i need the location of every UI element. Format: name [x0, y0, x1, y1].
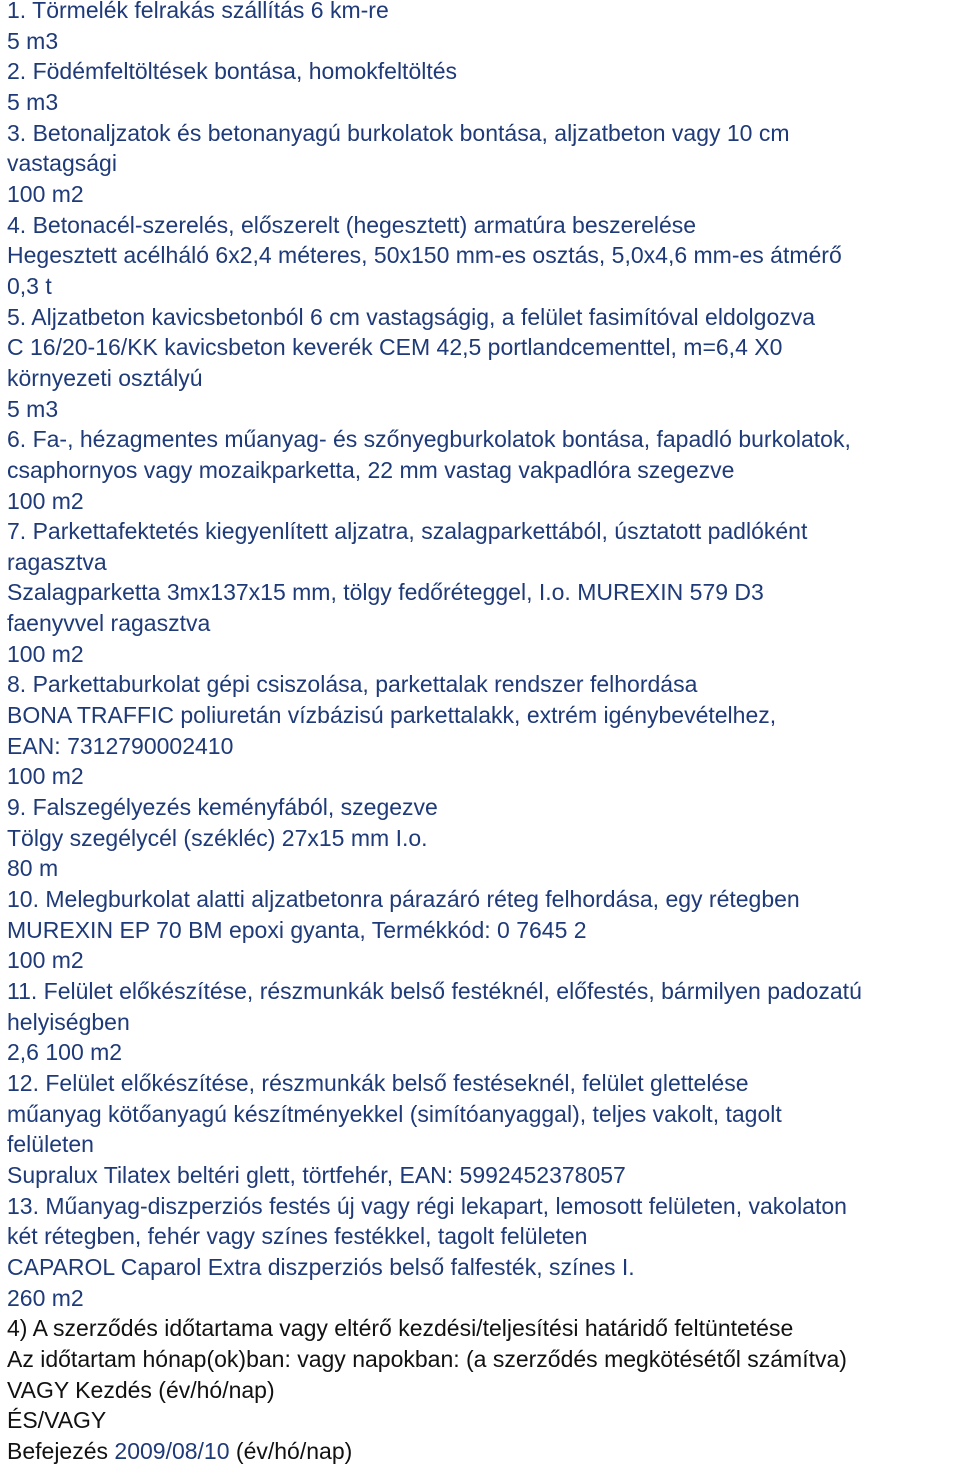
- end-date-format: (év/hó/nap): [229, 1437, 353, 1464]
- end-date-line: [7, 1436, 957, 1467]
- text-line: faenyvvel ragasztva: [7, 610, 211, 637]
- text-line: VAGY Kezdés (év/hó/nap): [7, 1376, 275, 1403]
- text-line: 13. Műanyag-diszperziós festés új vagy régi lekapart, lemosott felületen, vakolaton: [7, 1192, 847, 1219]
- text-line: 0,3 t: [7, 272, 52, 299]
- text-line: 7. Parkettafektetés kiegyenlített aljzatra, szalagparkettából, úsztatott padlóként: [7, 518, 808, 545]
- text-line: vastagsági: [7, 150, 117, 177]
- text-line: 10. Melegburkolat alatti aljzatbetonra párazáró réteg felhordása, egy rétegben: [7, 886, 800, 913]
- text-line: CAPAROL Caparol Extra diszperziós belső falfesték, színes I.: [7, 1253, 635, 1280]
- text-line: Szalagparketta 3mx137x15 mm, tölgy fedőréteggel, I.o. MUREXIN 579 D3: [7, 579, 764, 606]
- end-date-label: Befejezés: [7, 1437, 115, 1464]
- text-line: C 16/20-16/KK kavicsbeton keverék CEM 42,5 portlandcementtel, m=6,4 X0: [7, 334, 783, 361]
- text-line: ÉS/VAGY: [7, 1407, 107, 1434]
- text-line: 4. Betonacél-szerelés, előszerelt (hegesztett) armatúra beszerelése: [7, 211, 697, 238]
- text-line: 100 m2: [7, 487, 84, 514]
- text-line: 4) A szerződés időtartama vagy eltérő kezdési/teljesítési határidő feltüntetése: [7, 1315, 794, 1342]
- text-line: Supralux Tilatex beltéri glett, törtfehér, EAN: 5992452378057: [7, 1161, 626, 1188]
- text-line: 8. Parkettaburkolat gépi csiszolása, parkettalak rendszer felhordása: [7, 671, 698, 698]
- text-line: 80 m: [7, 855, 59, 882]
- text-line: 100 m2: [7, 947, 84, 974]
- text-line: 6. Fa-, hézagmentes műanyag- és szőnyegburkolatok bontása, fapadló burkolatok,: [7, 426, 851, 453]
- text-line: 2,6 100 m2: [7, 1039, 123, 1066]
- text-line: környezeti osztályú: [7, 364, 203, 391]
- text-line: 2. Födémfeltöltések bontása, homokfeltöltés: [7, 58, 458, 85]
- text-line: 12. Felület előkészítése, részmunkák belső festéseknél, felület glettelése: [7, 1069, 749, 1096]
- text-line: MUREXIN EP 70 BM epoxi gyanta, Termékkód: 0 7645 2: [7, 916, 587, 943]
- document-body: [7, 0, 957, 1467]
- text-line: 5. Aljzatbeton kavicsbetonból 6 cm vastagságig, a felület fasimítóval eldolgozva: [7, 303, 816, 330]
- text-line: 100 m2: [7, 763, 84, 790]
- text-line: 5 m3: [7, 88, 59, 115]
- text-line: 11. Felület előkészítése, részmunkák belső festéknél, előfestés, bármilyen padozatú: [7, 978, 862, 1004]
- text-line: két rétegben, fehér vagy színes festékkel, tagolt felületen: [7, 1223, 588, 1250]
- text-line: 1. Törmelék felrakás szállítás 6 km-re: [7, 0, 389, 23]
- text-line: csaphornyos vagy mozaikparketta, 22 mm vastag vakpadlóra szegezve: [7, 456, 735, 483]
- text-line: 9. Falszegélyezés keményfából, szegezve: [7, 794, 438, 821]
- text-line: 260 m2: [7, 1284, 84, 1311]
- text-line: 100 m2: [7, 180, 84, 207]
- text-line: 5 m3: [7, 395, 59, 422]
- text-line: Az időtartam hónap(ok)ban: vagy napokban: (a szerződés megkötésétől számítva): [7, 1345, 847, 1372]
- text-line: felületen: [7, 1131, 94, 1158]
- text-line: helyiségben: [7, 1008, 130, 1035]
- text-line: műanyag kötőanyagú készítményekkel (simítóanyaggal), teljes vakolt, tagolt: [7, 1100, 782, 1127]
- text-line: EAN: 7312790002410: [7, 732, 234, 759]
- end-date-value: 2009/08/10: [114, 1437, 230, 1464]
- text-line: Tölgy szegélycél (székléc) 27x15 mm I.o.: [7, 824, 428, 851]
- text-line: 3. Betonaljzatok és betonanyagú burkolatok bontása, aljzatbeton vagy 10 cm: [7, 119, 790, 146]
- text-line: 100 m2: [7, 640, 84, 667]
- text-line: Hegesztett acélháló 6x2,4 méteres, 50x150 mm-es osztás, 5,0x4,6 mm-es átmérő: [7, 242, 842, 269]
- text-line: ragasztva: [7, 548, 107, 575]
- text-line: BONA TRAFFIC poliuretán vízbázisú parkettalakk, extrém igénybevételhez,: [7, 702, 777, 729]
- text-line: 5 m3: [7, 27, 59, 54]
